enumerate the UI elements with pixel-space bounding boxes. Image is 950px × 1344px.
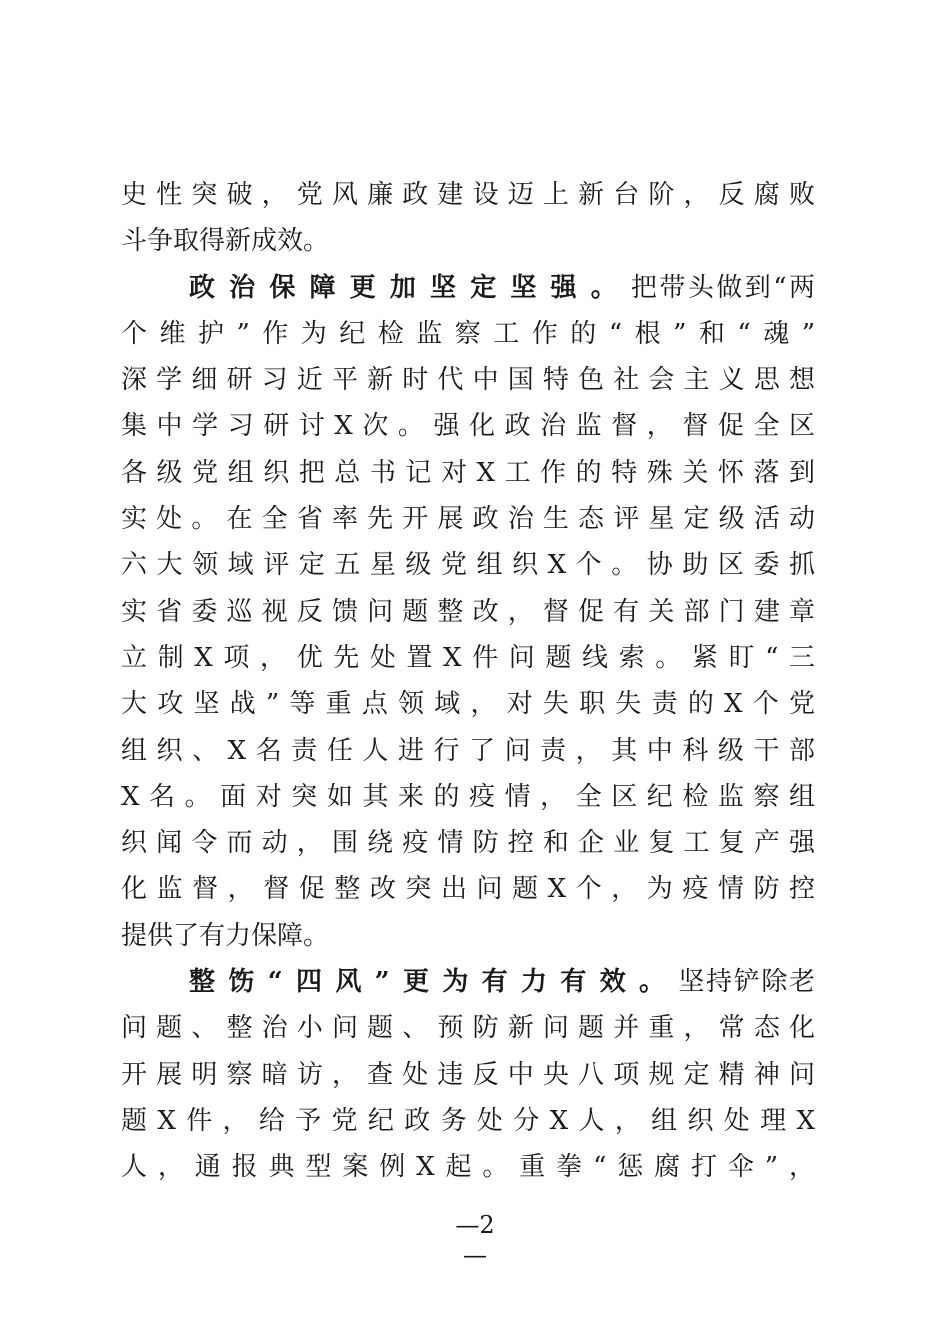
section-heading: 整饬“四风”更为有力有效。 — [189, 967, 679, 998]
paragraph-text: 把带头做到“两 — [630, 272, 815, 303]
body-text — [121, 172, 815, 1191]
paragraph-line: 织闻令而动，围绕疫情防控和企业复工复产强 — [121, 828, 815, 859]
paragraph-line: 提供了有力保障。 — [121, 920, 330, 951]
paragraph-heading-line — [121, 265, 815, 311]
paragraph-line: 实省委巡视反馈问题整改，督促有关部门建章 — [121, 596, 815, 627]
paragraph-line: 集中学习研讨X次。强化政治监督，督促全区 — [121, 411, 815, 442]
paragraph-line: 人，通报典型案例X起。重拳“惩腐打伞”， — [121, 1152, 815, 1183]
paragraph-line: 实处。在全省率先开展政治生态评星定级活动 — [121, 504, 815, 535]
paragraph-line: 个维护”作为纪检监察工作的“根”和“魂” — [121, 318, 815, 349]
page-number-line: —2 — [455, 1211, 495, 1239]
page-number-line: — — [463, 1241, 487, 1269]
paragraph-line: 大攻坚战”等重点领域，对失职失责的X个党 — [121, 689, 815, 720]
paragraph-line: 立制X项，优先处置X件问题线索。紧盯“三 — [121, 642, 815, 673]
paragraph-line: X名。面对突如其来的疫情，全区纪检监察组 — [121, 781, 815, 812]
paragraph-line: 化监督，督促整改突出问题X个，为疫情防控 — [121, 874, 815, 905]
section-heading: 政治保障更加坚定坚强。 — [189, 272, 631, 303]
paragraph-line: 六大领域评定五星级党组织X个。协助区委抓 — [121, 550, 815, 581]
paragraph-text: 坚持铲除老 — [678, 967, 815, 998]
paragraph-line: 题X件，给予党纪政务处分X人，组织处理X — [121, 1105, 815, 1136]
paragraph-line: 斗争取得新成效。 — [121, 226, 330, 257]
paragraph-line: 史性突破，党风廉政建设迈上新台阶，反腐败 — [121, 180, 815, 210]
paragraph-heading-line — [121, 959, 815, 1005]
paragraph-line: 深学细研习近平新时代中国特色社会主义思想 — [121, 365, 815, 396]
paragraph-line: 问题、整治小问题、预防新问题并重，常态化 — [121, 1013, 815, 1044]
paragraph-line: 开展明察暗访，查处违反中央八项规定精神问 — [121, 1059, 815, 1090]
page-number — [0, 1210, 950, 1270]
paragraph-line: 各级党组织把总书记对X工作的特殊关怀落到 — [121, 457, 815, 488]
paragraph-line: 组织、X名责任人进行了问责，其中科级干部 — [121, 735, 815, 766]
